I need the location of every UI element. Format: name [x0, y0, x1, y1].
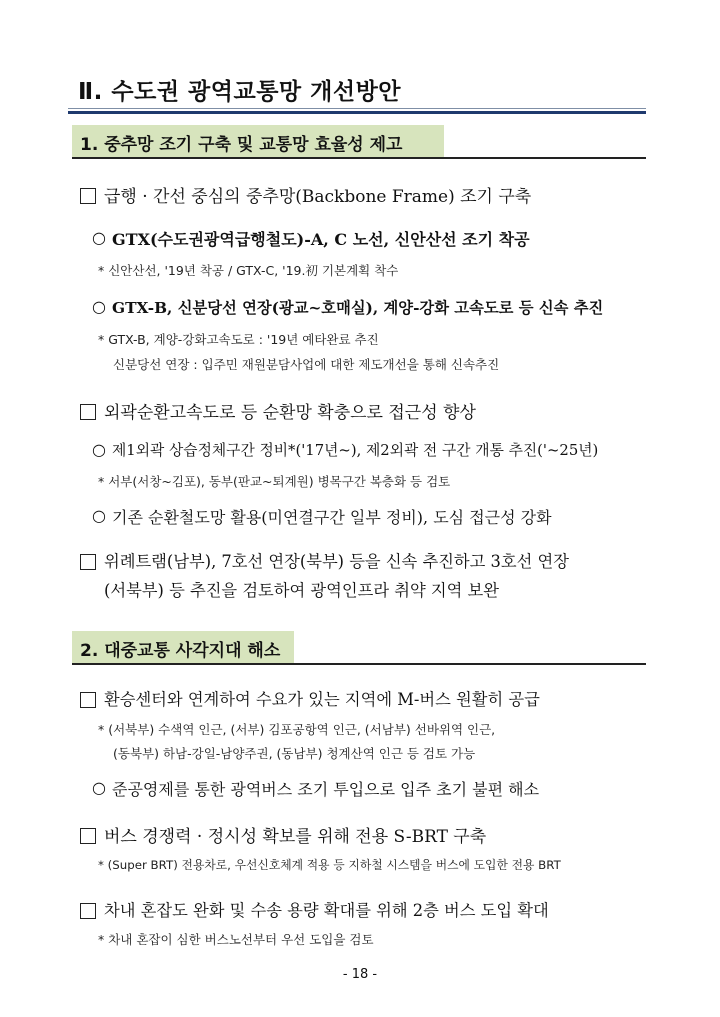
- note-s2-2: * (Super BRT) 전용차로, 우선신호체계 적용 등 지하철 시스템을 버스에 도입한 전용 BRT: [98, 858, 561, 872]
- checkbox-icon: [80, 404, 96, 420]
- checkbox-icon: [80, 188, 96, 204]
- bullet-s1-1: 급행 · 간선 중심의 중추망(Backbone Frame) 조기 구축: [104, 187, 532, 207]
- note-s2-1b: (동북부) 하남-강일-남양주권, (동남부) 청계산역 인근 등 검토 가능: [113, 746, 476, 761]
- bullet-s2-3: 차내 혼잡도 완화 및 수송 용량 확대를 위해 2층 버스 도입 확대: [104, 901, 549, 920]
- circle-bullet-icon: ○: [92, 440, 106, 459]
- bullet-s1-3a: 위례트램(남부), 7호선 연장(북부) 등을 신속 추진하고 3호선 연장: [104, 552, 569, 571]
- bullet-s2-2: 버스 경쟁력 · 정시성 확보를 위해 전용 S-BRT 구축: [104, 827, 487, 847]
- title-rule-thick: [68, 111, 646, 114]
- item-s2-1-1: 준공영제를 통한 광역버스 조기 투입으로 입주 초기 불편 해소: [112, 780, 540, 799]
- note-s1-1-1: * 신안산선, '19년 착공 / GTX-C, '19.初 기본계획 착수: [98, 263, 399, 278]
- page-number: - 18 -: [342, 967, 378, 982]
- checkbox-icon: [80, 554, 96, 570]
- section-1-header: [72, 125, 646, 159]
- note-s2-3: * 차내 혼잡이 심한 버스노선부터 우선 도입을 검토: [98, 932, 374, 947]
- circle-bullet-icon: ○: [92, 228, 106, 247]
- note-s2-1a: * (서북부) 수색역 인근, (서부) 김포공항역 인근, (서남부) 선바위역 인근,: [98, 722, 496, 737]
- checkbox-icon: [80, 828, 96, 844]
- checkbox-icon: [80, 903, 96, 919]
- bullet-s1-3b: (서북부) 등 추진을 검토하여 광역인프라 취약 지역 보완: [104, 581, 499, 600]
- note-s1-1-2b: 신분당선 연장 : 입주민 재원분담사업에 대한 제도개선을 통해 신속추진: [113, 357, 500, 372]
- item-s1-2-2: 기존 순환철도망 활용(미연결구간 일부 정비), 도심 접근성 강화: [112, 508, 552, 527]
- section-1-title: 1. 중추망 조기 구축 및 교통망 효율성 제고: [80, 135, 403, 155]
- item-s1-1-2: GTX-B, 신분당선 연장(광교~호매실), 계양-강화 고속도로 등 신속 추진: [112, 299, 604, 317]
- title-rule-thin: [68, 108, 646, 109]
- circle-bullet-icon: ○: [92, 778, 106, 797]
- item-s1-2-1: 제1외곽 상습정체구간 정비*('17년~), 제2외곽 전 구간 개통 추진('~25년): [112, 442, 599, 459]
- bullet-s2-1: 환승센터와 연계하여 수요가 있는 지역에 M-버스 원활히 공급: [104, 690, 540, 709]
- item-s1-1-1: GTX(수도권광역급행철도)-A, C 노선, 신안산선 조기 착공: [112, 230, 530, 249]
- section-2-title: 2. 대중교통 사각지대 해소: [80, 641, 281, 661]
- circle-bullet-icon: ○: [92, 506, 106, 525]
- checkbox-icon: [80, 692, 96, 708]
- note-s1-1-2a: * GTX-B, 계양-강화고속도로 : '19년 예타완료 추진: [98, 332, 379, 347]
- note-s1-2-1: * 서부(서창~김포), 동부(판교~퇴계원) 병목구간 복층화 등 검토: [98, 474, 451, 489]
- section-2-header: [72, 631, 646, 665]
- circle-bullet-icon: ○: [92, 297, 106, 316]
- page-title: Ⅱ. 수도권 광역교통망 개선방안: [78, 79, 402, 105]
- bullet-s1-2: 외곽순환고속도로 등 순환망 확충으로 접근성 향상: [104, 403, 476, 423]
